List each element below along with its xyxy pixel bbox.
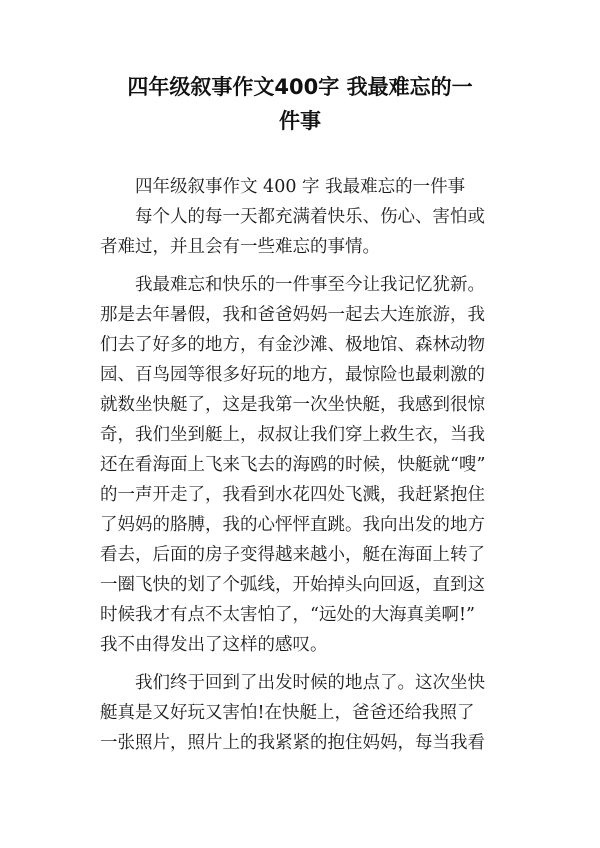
paragraph [100,270,500,660]
text-line: 一圈飞快的划了个弧线，开始掉头向回返，直到这 [100,575,485,595]
document-body [100,172,500,758]
text-line: 我最难忘和快乐的一件事至今让我记忆犹新。 [135,275,485,295]
title-line: 四年级叙事作文400字 我最难忘的一 [127,75,473,99]
text-line: 艇真是又好玩又害怕!在快艇上，爸爸还给我照了 [100,703,475,723]
text-line: 奇，我们坐到艇上，叔叔让我们穿上救生衣，当我 [100,425,485,445]
text-line: 们去了好多的地方，有金沙滩、极地馆、森林动物 [100,335,485,355]
text-line: 就数坐快艇了，这是我第一次坐快艇，我感到很惊 [100,395,485,415]
text-line: 者难过，并且会有一些难忘的事情。 [100,237,380,257]
text-line: 一张照片，照片上的我紧紧的抱住妈妈，每当我看 [100,733,485,753]
text-line: 看去，后面的房子变得越来越小，艇在海面上转了 [100,545,485,565]
title-line: 件事 [279,109,321,133]
text-line: 我们终于回到了出发时候的地点了。这次坐快 [135,673,485,693]
text-line: 园、百鸟园等很多好玩的地方，最惊险也最刺激的 [100,365,485,385]
text-line: 四年级叙事作文 400 字 我最难忘的一件事 [135,177,466,197]
text-line: 还在看海面上飞来飞去的海鸥的时候，快艇就“嗖” [100,455,486,475]
text-line: 我不由得发出了这样的感叹。 [100,635,328,655]
text-line: 每个人的每一天都充满着快乐、伤心、害怕或 [135,207,485,227]
document-title [60,70,540,138]
text-line: 的一声开走了，我看到水花四处飞溅，我赶紧抱住 [100,485,485,505]
paragraph [100,172,500,202]
paragraph [100,202,500,262]
text-line: 了妈妈的胳膊，我的心怦怦直跳。我向出发的地方 [100,515,485,535]
text-line: 那是去年暑假，我和爸爸妈妈一起去大连旅游，我 [100,305,485,325]
paragraph [100,668,500,758]
text-line: 时候我才有点不太害怕了，“远处的大海真美啊!” [100,605,475,625]
